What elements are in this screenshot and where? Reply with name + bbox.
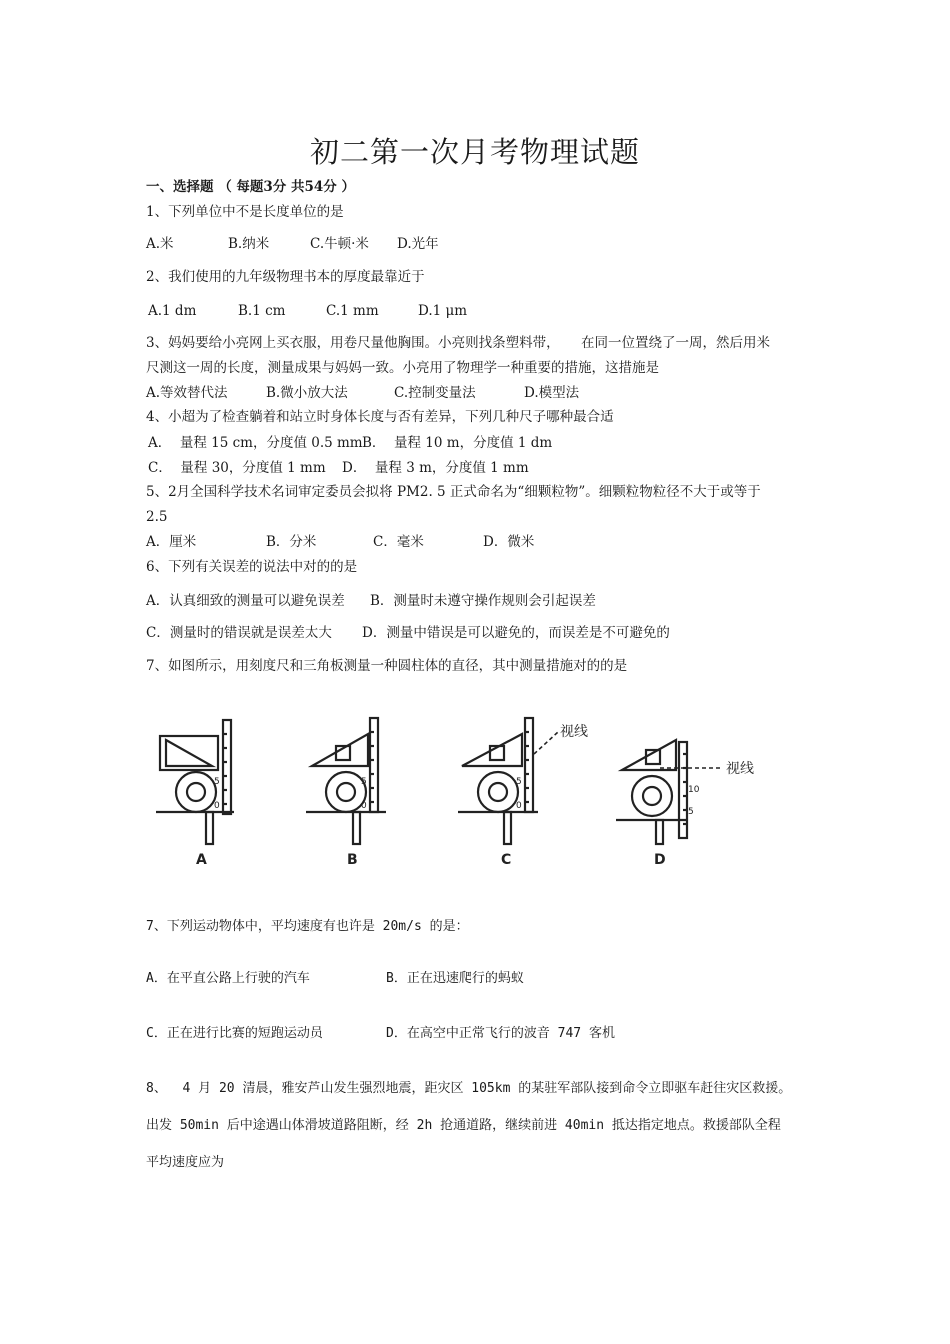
question-5-option-b: B．分米	[266, 534, 317, 550]
question-1-option-c: C.牛顿·米	[310, 236, 369, 252]
question-4-option-b: B． 量程 10 m，分度值 1 dm	[362, 435, 553, 451]
question-7b-stem: 7、下列运动物体中，平均速度有也许是 20m/s 的是：	[146, 919, 469, 934]
tick-label: 0	[361, 801, 367, 811]
figure-panel-d	[616, 740, 722, 844]
question-5-option-d: D．微米	[483, 534, 535, 550]
question-1-option-b: B.纳米	[228, 236, 270, 252]
sight-line-c	[534, 732, 558, 754]
question-8-line1: 8、 4 月 20 清晨，雅安芦山发生强烈地震，距灾区 105km 的某驻军部队接到命令立即驱车赶往灾区救援。	[146, 1081, 792, 1096]
tick-label: 0	[214, 801, 220, 811]
question-7b-option-c: C．正在进行比赛的短跑运动员	[146, 1026, 323, 1041]
question-7b-option-b: B．正在迅速爬行的蚂蚁	[386, 971, 524, 986]
question-5-stem-line2: 2.5	[146, 509, 168, 525]
question-3-stem-line2: 尺测这一周的长度，测量成果与妈妈一致。小亮用了物理学一种重要的措施，这措施是	[146, 360, 659, 376]
question-6-option-a: A．认真细致的测量可以避免误差	[146, 593, 345, 609]
figure-panel-b	[306, 718, 386, 844]
figure-panel-c	[458, 718, 558, 844]
question-1-option-a: A.米	[146, 236, 174, 252]
cylinder-outer	[176, 772, 216, 812]
sight-label-d: 视线	[726, 761, 754, 777]
question-4-stem: 4、小超为了检查躺着和站立时身体长度与否有差异，下列几种尺子哪种最合适	[146, 409, 614, 425]
page-title: 初二第一次月考物理试题	[309, 135, 640, 169]
panel-label-b: B	[347, 852, 358, 868]
tick-label: 5	[688, 807, 694, 817]
panel-label-a: A	[196, 852, 207, 868]
question-3-stem-line1: 3、妈妈要给小亮网上买衣服，用卷尺量他胸围。小亮则找条塑料带， 在同一位置绕了一周，然后用米	[146, 335, 771, 351]
question-8-line2: 出发 50min 后中途遇山体滑坡道路阻断，经 2h 抢通道路，继续前进 40min 抵达指定地点。救援部队全程	[146, 1118, 781, 1133]
question-3-option-d: D.模型法	[524, 385, 580, 401]
tick-label: 5	[516, 777, 522, 787]
question-7-stem: 7、如图所示，用刻度尺和三角板测量一种圆柱体的直径，其中测量措施对的的是	[146, 658, 628, 674]
question-1-option-d: D.光年	[397, 236, 439, 252]
triangle-ruler	[166, 740, 212, 766]
tick-label: 5	[214, 777, 220, 787]
question-2-stem: 2、我们使用的九年级物理书本的厚度最靠近于	[146, 269, 425, 285]
question-8-line3: 平均速度应为	[146, 1155, 225, 1170]
question-2-option-b: B.1 cm	[238, 303, 286, 319]
section-heading: 一、选择题 （ 每题3分 共54分 ）	[146, 179, 355, 195]
panel-label-d: D	[654, 852, 666, 868]
question-6-stem: 6、下列有关误差的说法中对的的是	[146, 559, 358, 575]
figure-panel-a	[156, 720, 234, 844]
question-2-option-a: A.1 dm	[148, 303, 197, 319]
question-6-option-d: D．测量中错误是可以避免的，而误差是不可避免的	[362, 625, 670, 641]
question-2-option-c: C.1 mm	[326, 303, 379, 319]
stand-post	[206, 812, 213, 844]
question-3-option-b: B.微小放大法	[266, 385, 348, 401]
question-7b-option-a: A．在平直公路上行驶的汽车	[146, 971, 310, 986]
question-4-option-c: C． 量程 30，分度值 1 mm	[148, 460, 326, 476]
question-2-option-d: D.1 μm	[418, 303, 468, 319]
question-6-option-c: C．测量时的错误就是误差太大	[146, 625, 332, 641]
tick-label: 5	[361, 777, 367, 787]
sight-label-c: 视线	[560, 724, 588, 740]
cylinder-inner	[187, 783, 205, 801]
question-1-stem: 1、下列单位中不是长度单位的是	[146, 204, 344, 220]
question-6-option-b: B．测量时未遵守操作规则会引起误差	[370, 593, 596, 609]
question-3-option-c: C.控制变量法	[394, 385, 476, 401]
tick-label: 10	[688, 785, 700, 795]
measurement-figure	[146, 704, 766, 880]
tick-label: 0	[516, 801, 522, 811]
panel-label-c: C	[501, 852, 512, 868]
question-4-option-a: A． 量程 15 cm，分度值 0.5 mm	[148, 435, 363, 451]
question-3-option-a: A.等效替代法	[146, 385, 228, 401]
question-5-option-a: A．厘米	[146, 534, 197, 550]
question-5-option-c: C．毫米	[373, 534, 424, 550]
question-5-stem-line1: 5、2月全国科学技术名词审定委员会拟将 PM2. 5 正式命名为“细颗粒物”。细颗粒物粒径不大于或等于	[146, 484, 761, 500]
question-4-option-d: D． 量程 3 m，分度值 1 mm	[342, 460, 529, 476]
question-7b-option-d: D．在高空中正常飞行的波音 747 客机	[386, 1026, 615, 1041]
